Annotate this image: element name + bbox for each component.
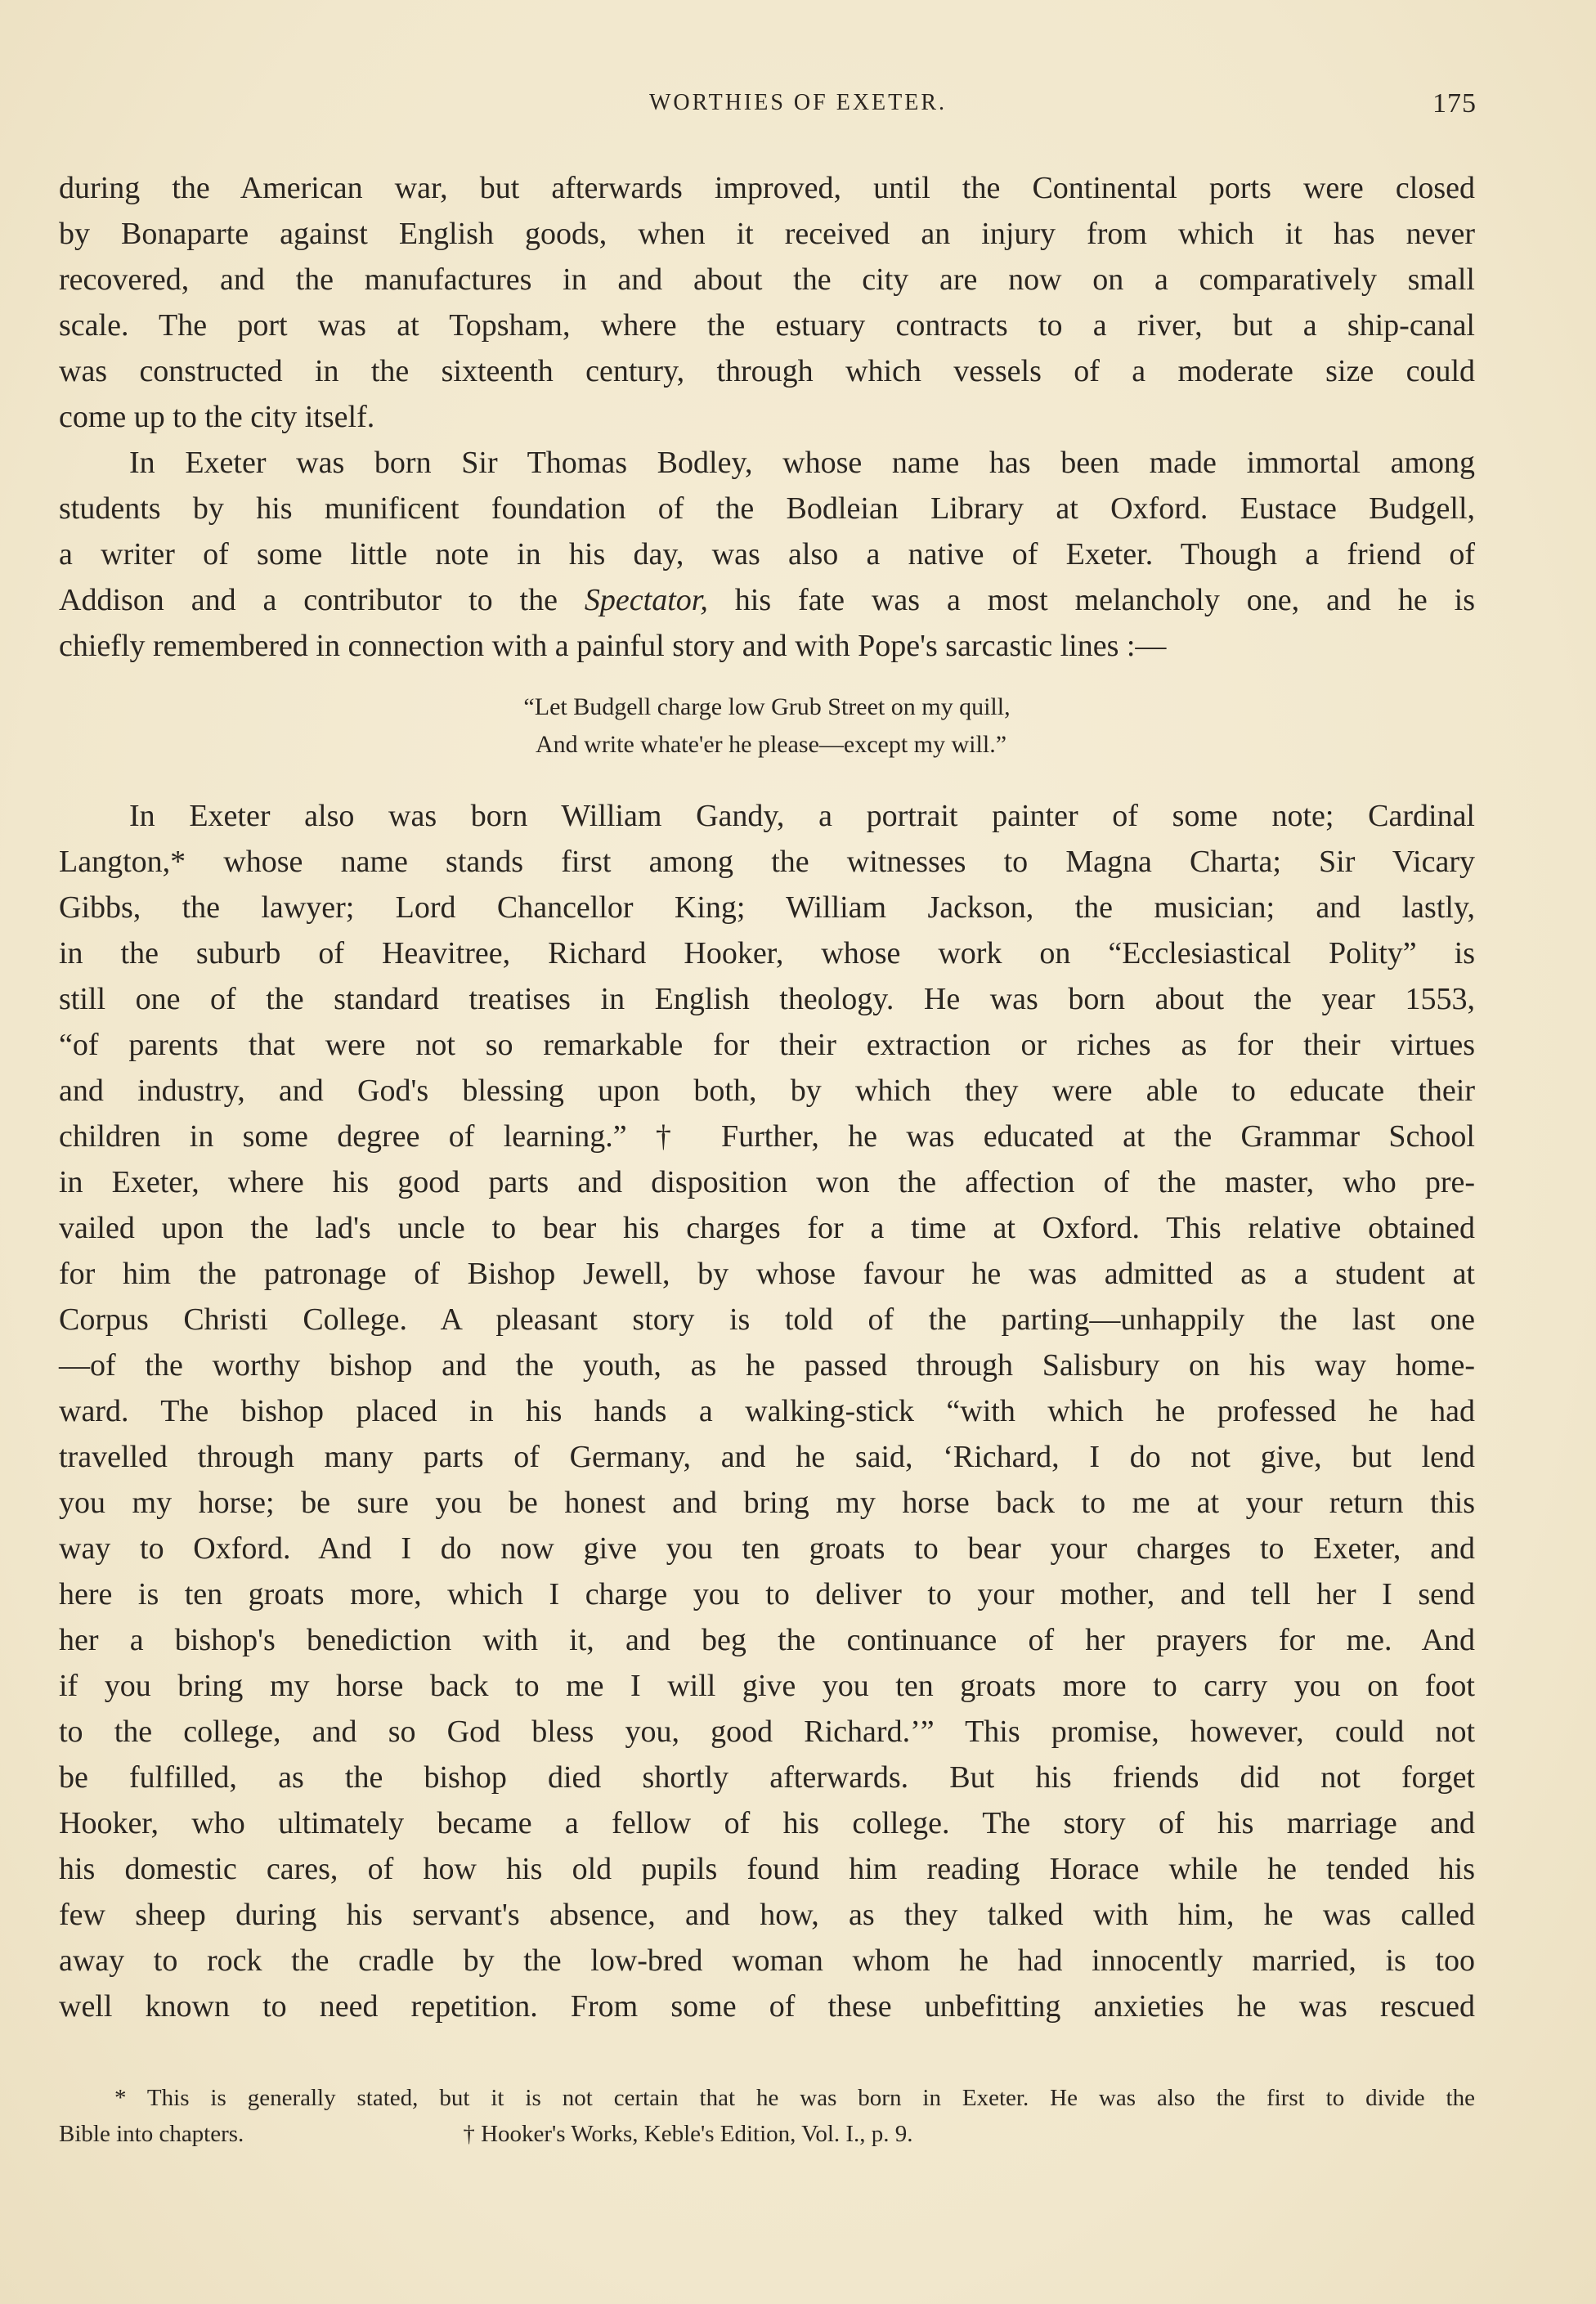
text-line: Corpus Christi College. A pleasant story is told of the parting—unhappily the last one: [59, 1302, 1475, 1337]
text-line: for him the patronage of Bishop Jewell, by whose favour he was admitted as a student at: [59, 1257, 1475, 1291]
footnote-hooker-works: † Hooker's Works, Keble's Edition, Vol. I., p. 9.: [463, 2121, 913, 2147]
text-line: and industry, and God's blessing upon both, by which they were able to educate their: [59, 1074, 1475, 1108]
footnote-line-2: [59, 2116, 1475, 2152]
body-text: [59, 165, 1475, 2029]
text-line: during the American war, but afterwards improved, until the Continental ports were closed: [59, 171, 1475, 205]
footnote-langton: * This is generally stated, but it is not certain that he was born in Exeter. He was also the first to divide the: [114, 2085, 1475, 2111]
text-line: travelled through many parts of Germany, and he said, ‘Richard, I do not give, but lend: [59, 1440, 1475, 1474]
text-line: well known to need repetition. From some of these unbefitting anxieties he was rescued: [59, 1989, 1475, 2024]
running-head: [0, 90, 1596, 123]
text-line: In Exeter also was born William Gandy, a portrait painter of some note; Cardinal: [129, 799, 1475, 833]
text-line: you my horse; be sure you be honest and bring my horse back to me at your return this: [59, 1486, 1475, 1520]
footnote-langton-continued: Bible into chapters.: [59, 2121, 244, 2147]
text-line: by Bonaparte against English goods, when it received an injury from which it has never: [59, 217, 1475, 251]
text-line: come up to the city itself.: [59, 400, 375, 434]
text-line: here is ten groats more, which I charge you to deliver to your mother, and tell her I send: [59, 1577, 1475, 1611]
text-line: away to rock the cradle by the low-bred woman whom he had innocently married, is too: [59, 1943, 1475, 1978]
verse-quotation: [59, 669, 1475, 793]
text-line: —of the worthy bishop and the youth, as he passed through Salisbury on his way home-: [59, 1348, 1475, 1383]
text-line: few sheep during his servant's absence, and how, as they talked with him, he was called: [59, 1898, 1475, 1932]
text-segment: his fate was a most melancholy one, and he is: [707, 583, 1475, 617]
text-line: be fulfilled, as the bishop died shortly afterwards. But his friends did not forget: [59, 1760, 1475, 1795]
text-line: to the college, and so God bless you, good Richard.’” This promise, however, could not: [59, 1715, 1475, 1749]
text-segment: Addison and a contributor to the: [59, 583, 585, 617]
text-line: in Exeter, where his good parts and disposition won the affection of the master, who pre-: [59, 1165, 1475, 1199]
paragraph-bodley-budgell: [59, 440, 1475, 669]
text-line: his domestic cares, of how his old pupils found him reading Horace while he tended his: [59, 1852, 1475, 1886]
text-line: her a bishop's benediction with it, and beg the continuance of her prayers for me. And: [59, 1623, 1475, 1657]
text-line: a writer of some little note in his day, was also a native of Exeter. Though a friend of: [59, 537, 1475, 572]
text-line: Langton,* whose name stands first among the witnesses to Magna Charta; Sir Vicary: [59, 845, 1475, 879]
text-line: chiefly remembered in connection with a painful story and with Pope's sarcastic lines :—: [59, 629, 1167, 663]
text-line: students by his munificent foundation of the Bodleian Library at Oxford. Eustace Budgell,: [59, 491, 1475, 526]
page-number: 175: [1432, 88, 1477, 119]
text-line: “of parents that were not so remarkable for their extraction or riches as for their virtues: [59, 1028, 1475, 1062]
text-line: scale. The port was at Topsham, where the estuary contracts to a river, but a ship-canal: [59, 308, 1475, 343]
text-line: still one of the standard treatises in English theology. He was born about the year 1553,: [59, 982, 1475, 1016]
running-title: WORTHIES OF EXETER.: [648, 90, 948, 115]
text-line: if you bring my horse back to me I will give you ten groats more to carry you on foot: [59, 1669, 1475, 1703]
text-line: was constructed in the sixteenth century, through which vessels of a moderate size could: [59, 354, 1475, 388]
paragraph-port-history: [59, 165, 1475, 440]
text-line: Gibbs, the lawyer; Lord Chancellor King; William Jackson, the musician; and lastly,: [59, 890, 1475, 925]
text-line: In Exeter was born Sir Thomas Bodley, whose name has been made immortal among: [129, 446, 1475, 480]
footnotes: [59, 2080, 1475, 2152]
verse-line: And write whate'er he please—except my will.”: [535, 731, 1007, 758]
text-line: vailed upon the lad's uncle to bear his charges for a time at Oxford. This relative obtained: [59, 1211, 1475, 1245]
text-line: children in some degree of learning.” † Further, he was educated at the Grammar School: [59, 1119, 1475, 1154]
verse-line: “Let Budgell charge low Grub Street on my quill,: [523, 693, 1011, 720]
paragraph-worthies-hooker: [59, 793, 1475, 2029]
italic-title-spectator: Spectator,: [584, 583, 708, 617]
text-line: in the suburb of Heavitree, Richard Hooker, whose work on “Ecclesiastical Polity” is: [59, 936, 1475, 970]
text-line: way to Oxford. And I do now give you ten groats to bear your charges to Exeter, and: [59, 1531, 1475, 1566]
text-line: Hooker, who ultimately became a fellow of his college. The story of his marriage and: [59, 1806, 1475, 1840]
text-line: ward. The bishop placed in his hands a walking-stick “with which he professed he had: [59, 1394, 1475, 1428]
text-line: recovered, and the manufactures in and about the city are now on a comparatively small: [59, 262, 1475, 297]
text-line-with-italic: [59, 577, 1475, 623]
